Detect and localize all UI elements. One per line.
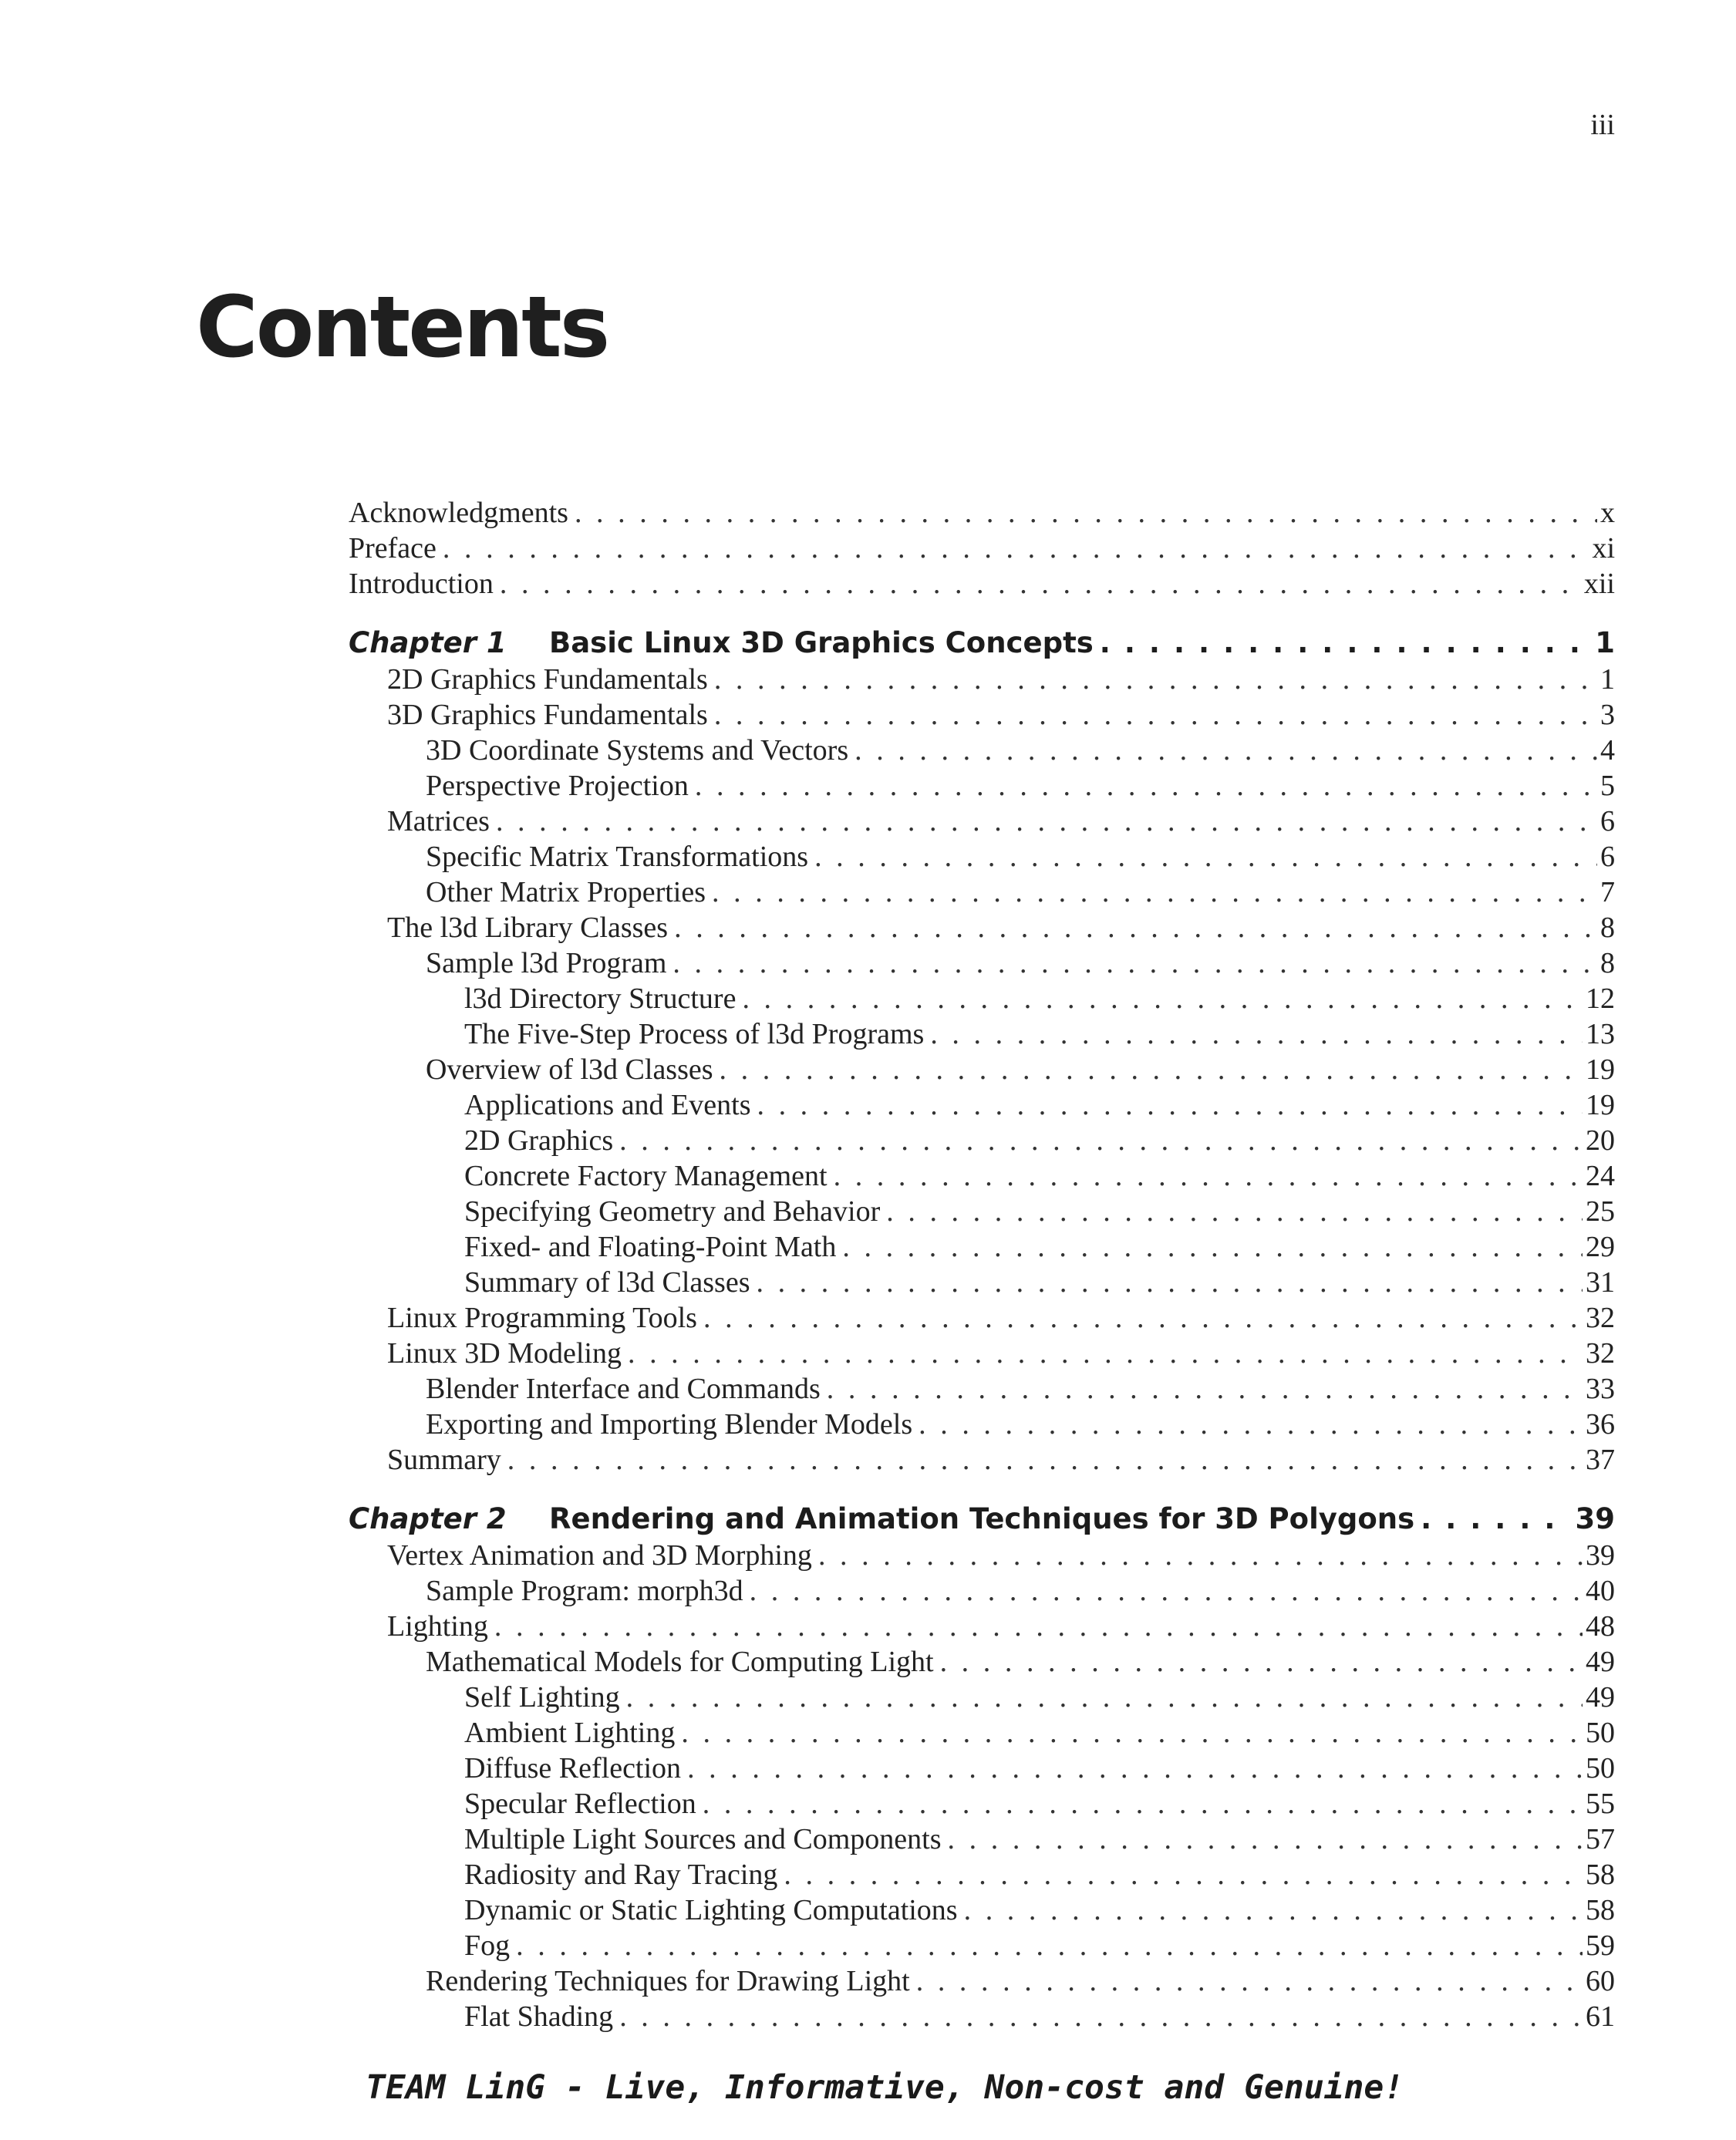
chapter-section (349, 1501, 1615, 2034)
dot-leader (880, 1194, 1583, 1229)
toc-entry-title: Lighting (387, 1610, 488, 1643)
toc-entry-title: l3d Directory Structure (464, 982, 737, 1015)
toc-entry[interactable] (349, 1265, 1615, 1300)
toc-entry-page: 5 (1600, 770, 1615, 802)
toc-entry-page: x (1600, 497, 1615, 529)
dot-leader (708, 697, 1597, 733)
toc-entry-title: 2D Graphics Fundamentals (387, 663, 708, 696)
dot-leader (750, 1265, 1583, 1300)
toc-entry-title: The l3d Library Classes (387, 912, 669, 944)
toc-entry-page: 29 (1586, 1231, 1615, 1263)
toc-entry-title: Rendering Techniques for Drawing Light (426, 1965, 910, 1997)
toc-entry-title: Ambient Lighting (464, 1717, 676, 1749)
dot-leader (697, 1300, 1583, 1336)
toc-entry-page: 58 (1586, 1859, 1615, 1891)
toc-entry-title: Sample Program: morph3d (426, 1575, 743, 1607)
toc-entry[interactable] (349, 839, 1615, 875)
toc-entry-page: 61 (1586, 2000, 1615, 2033)
dot-leader (620, 1680, 1583, 1715)
toc-entry-page: 25 (1586, 1195, 1615, 1228)
toc-entry-page: 48 (1586, 1610, 1615, 1643)
toc-entry-title: Acknowledgments (349, 497, 568, 529)
chapter-title: Basic Linux 3D Graphics Concepts (549, 626, 1094, 659)
toc-entry-title: Multiple Light Sources and Components (464, 1823, 942, 1855)
toc-entry-title: Fixed- and Floating-Point Math (464, 1231, 837, 1263)
toc-entry-page: 8 (1600, 912, 1615, 944)
dot-leader (708, 662, 1597, 697)
chapter-heading[interactable] (349, 625, 1615, 662)
chapter-section (349, 625, 1615, 1478)
dot-leader (812, 1538, 1583, 1573)
toc-entry-page: xi (1592, 532, 1615, 564)
toc-entry[interactable] (349, 1680, 1615, 1715)
toc-entry[interactable] (349, 1052, 1615, 1087)
chapter-heading[interactable] (349, 1501, 1615, 1538)
dot-leader (488, 1609, 1583, 1644)
toc-entry-title: Exporting and Importing Blender Models (426, 1408, 913, 1441)
toc-entry-page: 37 (1586, 1444, 1615, 1476)
toc-entry[interactable] (349, 1336, 1615, 1371)
toc-entry-page: 32 (1586, 1302, 1615, 1334)
toc-entry[interactable] (349, 1644, 1615, 1680)
toc-entry-title: Matrices (387, 805, 490, 837)
toc-entry-page: 4 (1600, 734, 1615, 767)
dot-leader (736, 981, 1583, 1016)
toc-entry-title: 3D Graphics Fundamentals (387, 699, 708, 731)
toc-entry[interactable] (349, 1407, 1615, 1442)
chapter-label: Chapter 1 (349, 626, 507, 659)
toc-entry-page: 3 (1600, 699, 1615, 731)
toc-entry[interactable] (349, 1300, 1615, 1336)
toc-entry[interactable] (349, 945, 1615, 981)
toc-entry[interactable] (349, 733, 1615, 768)
toc-entry-title: Linux 3D Modeling (387, 1337, 622, 1370)
toc-entry-title: Fog (464, 1929, 511, 1962)
toc-entry-page: 8 (1600, 947, 1615, 979)
chapter-list (349, 625, 1615, 2034)
toc-entry-page: 1 (1600, 663, 1615, 696)
toc-entry[interactable] (349, 697, 1615, 733)
toc-entry[interactable] (349, 1822, 1615, 1857)
toc-entry-page: 31 (1586, 1266, 1615, 1299)
dot-leader (494, 566, 1581, 602)
dot-leader (924, 1016, 1583, 1052)
toc-entry-page: 13 (1586, 1018, 1615, 1050)
toc-entry[interactable] (349, 1016, 1615, 1052)
dot-leader (1414, 1501, 1570, 1538)
table-of-contents (349, 495, 1615, 2034)
dot-leader (613, 1123, 1583, 1158)
toc-entry-title: Self Lighting (464, 1681, 620, 1714)
toc-entry-page: 32 (1586, 1337, 1615, 1370)
toc-entry-page: 6 (1600, 841, 1615, 873)
toc-entry-title: Specular Reflection (464, 1788, 696, 1820)
toc-entry-title: Diffuse Reflection (464, 1752, 682, 1784)
toc-entry-title: 2D Graphics (464, 1124, 614, 1157)
toc-entry[interactable] (349, 1857, 1615, 1892)
toc-entry[interactable] (349, 804, 1615, 839)
dot-leader (912, 1407, 1583, 1442)
toc-entry-page: 19 (1586, 1089, 1615, 1121)
footer-watermark: TEAM LinG - Live, Informative, Non-cost and Genuine! (366, 2068, 1404, 2107)
toc-entry[interactable] (349, 1538, 1615, 1573)
toc-entry[interactable] (349, 1158, 1615, 1194)
toc-entry-title: Sample l3d Program (426, 947, 667, 979)
dot-leader (568, 495, 1597, 531)
toc-entry-page: 50 (1586, 1752, 1615, 1784)
dot-leader (681, 1751, 1583, 1786)
dot-leader (713, 1052, 1583, 1087)
dot-leader (437, 531, 1589, 566)
toc-entry-page: 6 (1600, 805, 1615, 837)
dot-leader (675, 1715, 1583, 1751)
toc-entry-page: 7 (1600, 876, 1615, 908)
toc-entry-page: xii (1583, 568, 1615, 600)
dot-leader (821, 1371, 1583, 1407)
chapter-page: 39 (1575, 1502, 1615, 1535)
dot-leader (490, 804, 1597, 839)
toc-entry-page: 39 (1586, 1539, 1615, 1572)
dot-leader (836, 1229, 1583, 1265)
toc-entry-title: Specifying Geometry and Behavior (464, 1195, 881, 1228)
toc-entry[interactable] (349, 1892, 1615, 1928)
toc-entry[interactable] (349, 662, 1615, 697)
toc-entry-title: 3D Coordinate Systems and Vectors (426, 734, 849, 767)
toc-entry-title: The Five-Step Process of l3d Programs (464, 1018, 925, 1050)
toc-entry-page: 40 (1586, 1575, 1615, 1607)
toc-entry-page: 49 (1586, 1681, 1615, 1714)
toc-entry-introduction[interactable] (349, 566, 1615, 602)
toc-entry-title: Vertex Animation and 3D Morphing (387, 1539, 812, 1572)
dot-leader (934, 1644, 1583, 1680)
dot-leader (501, 1442, 1583, 1478)
toc-entry[interactable] (349, 1928, 1615, 1963)
toc-entry-page: 59 (1586, 1929, 1615, 1962)
toc-entry[interactable] (349, 1371, 1615, 1407)
toc-entry-title: Perspective Projection (426, 770, 689, 802)
toc-entry-page: 55 (1586, 1788, 1615, 1820)
toc-entry-title: Introduction (349, 568, 494, 600)
toc-entry-page: 49 (1586, 1646, 1615, 1678)
toc-entry-page: 60 (1586, 1965, 1615, 1997)
toc-entry[interactable] (349, 1573, 1615, 1609)
toc-entry[interactable] (349, 1442, 1615, 1478)
toc-entry[interactable] (349, 1751, 1615, 1786)
toc-entry[interactable] (349, 1963, 1615, 1999)
dot-leader (958, 1892, 1583, 1928)
toc-entry-page: 57 (1586, 1823, 1615, 1855)
dot-leader (942, 1822, 1583, 1857)
toc-entry-acknowledgments[interactable] (349, 495, 1615, 531)
dot-leader (1094, 625, 1590, 662)
toc-entry[interactable] (349, 1715, 1615, 1751)
toc-entry-title: Other Matrix Properties (426, 876, 706, 908)
toc-entry-title: Blender Interface and Commands (426, 1373, 821, 1405)
toc-entry-title: Linux Programming Tools (387, 1302, 697, 1334)
toc-entry-title: Applications and Events (464, 1089, 751, 1121)
toc-entry[interactable] (349, 1194, 1615, 1229)
page-number: iii (1590, 109, 1615, 141)
toc-entry-page: 20 (1586, 1124, 1615, 1157)
front-matter-list (349, 495, 1615, 602)
toc-entry-title: Preface (349, 532, 437, 564)
dot-leader (706, 875, 1597, 910)
toc-entry-page: 36 (1586, 1408, 1615, 1441)
dot-leader (743, 1573, 1583, 1609)
toc-entry[interactable] (349, 1609, 1615, 1644)
page-title: Contents (196, 278, 608, 376)
dot-leader (622, 1336, 1583, 1371)
toc-entry[interactable] (349, 875, 1615, 910)
dot-leader (910, 1963, 1583, 1999)
dot-leader (613, 1999, 1583, 2034)
toc-entry-title: Specific Matrix Transformations (426, 841, 809, 873)
toc-entry-title: Flat Shading (464, 2000, 614, 2033)
dot-leader (848, 733, 1597, 768)
toc-entry[interactable] (349, 981, 1615, 1016)
dot-leader (696, 1786, 1583, 1822)
dot-leader (828, 1158, 1583, 1194)
toc-entry[interactable] (349, 1123, 1615, 1158)
dot-leader (750, 1087, 1583, 1123)
toc-entry[interactable] (349, 1786, 1615, 1822)
toc-entry-title: Overview of l3d Classes (426, 1053, 713, 1086)
dot-leader (777, 1857, 1583, 1892)
dot-leader (510, 1928, 1583, 1963)
toc-entry[interactable] (349, 1229, 1615, 1265)
toc-entry[interactable] (349, 1999, 1615, 2034)
chapter-page: 1 (1595, 626, 1615, 659)
toc-entry-title: Summary (387, 1444, 501, 1476)
dot-leader (666, 945, 1597, 981)
toc-entry-page: 50 (1586, 1717, 1615, 1749)
toc-entry-title: Radiosity and Ray Tracing (464, 1859, 778, 1891)
toc-entry[interactable] (349, 910, 1615, 945)
dot-leader (668, 910, 1597, 945)
toc-entry-title: Summary of l3d Classes (464, 1266, 750, 1299)
toc-entry-page: 33 (1586, 1373, 1615, 1405)
toc-entry-title: Mathematical Models for Computing Light (426, 1646, 934, 1678)
toc-entry-page: 24 (1586, 1160, 1615, 1192)
toc-entry-title: Dynamic or Static Lighting Computations (464, 1894, 958, 1926)
toc-entry-page: 12 (1586, 982, 1615, 1015)
toc-entry-preface[interactable] (349, 531, 1615, 566)
chapter-label: Chapter 2 (349, 1502, 507, 1535)
dot-leader (689, 768, 1597, 804)
toc-entry-page: 19 (1586, 1053, 1615, 1086)
chapter-title: Rendering and Animation Techniques for 3D Polygons (549, 1502, 1415, 1535)
toc-entry[interactable] (349, 1087, 1615, 1123)
toc-entry[interactable] (349, 768, 1615, 804)
toc-entry-page: 58 (1586, 1894, 1615, 1926)
dot-leader (808, 839, 1597, 875)
toc-entry-title: Concrete Factory Management (464, 1160, 828, 1192)
